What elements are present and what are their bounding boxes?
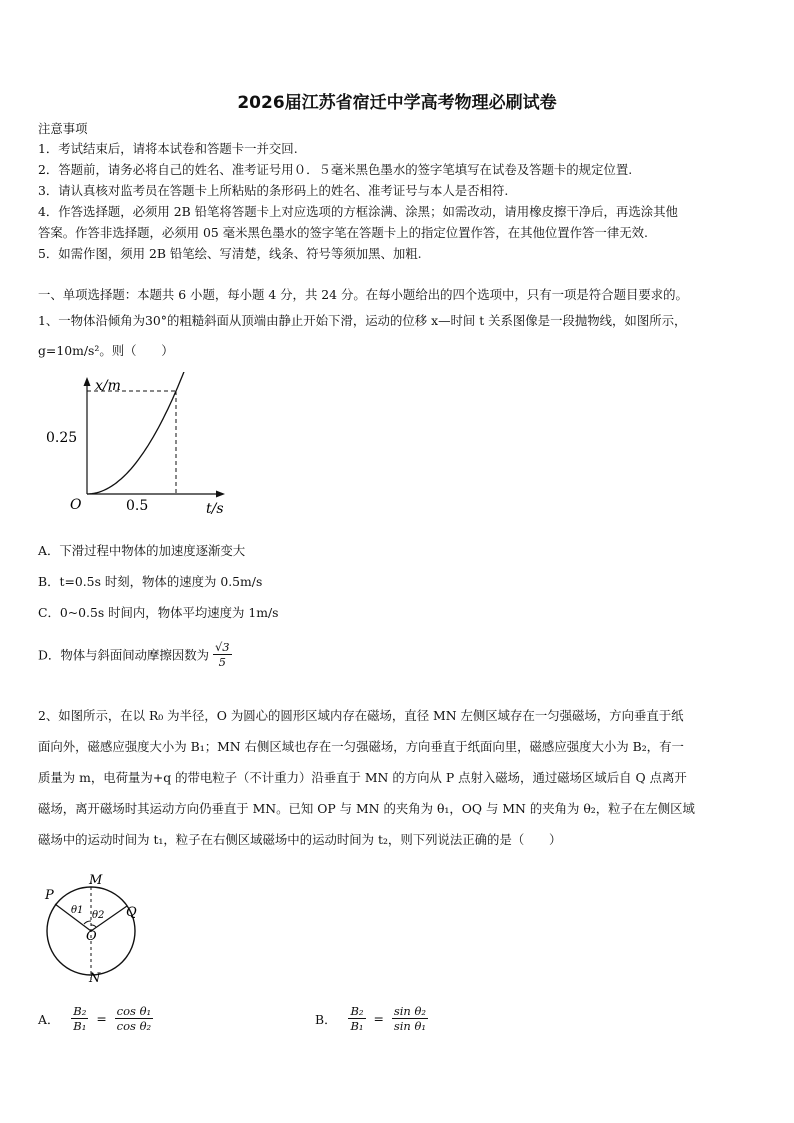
- fraction-denominator: sin θ₁: [393, 1019, 426, 1033]
- fraction-numerator: B₂: [350, 1004, 364, 1018]
- q1-option-a[interactable]: A．下滑过程中物体的加速度逐渐变大: [38, 543, 246, 558]
- q2-stem-line: 质量为 m，电荷量为+q 的带电粒子（不计重力）沿垂直于 MN 的方向从 P 点射入磁场，通过磁场区域后自 Q 点离开: [38, 770, 687, 785]
- angle-theta1-arc: [84, 921, 91, 924]
- q2-option-a-rhs: [115, 1004, 153, 1033]
- q1-option-c[interactable]: C．0~0.5s 时间内，物体平均速度为 1m/s: [38, 605, 279, 620]
- fraction-numerator: cos θ₁: [116, 1004, 152, 1018]
- q1-stem-line: 1、一物体沿倾角为30°的粗糙斜面从顶端由静止开始下滑，运动的位移 x—时间 t 关系图像是一段抛物线，如图所示，: [38, 313, 687, 328]
- q1-option-d[interactable]: [38, 640, 232, 669]
- notice-heading: 注意事项: [38, 121, 88, 136]
- fraction-denominator: cos θ₂: [116, 1019, 152, 1033]
- fraction-denominator: B₁: [73, 1019, 87, 1033]
- q1-option-d-fraction: [213, 640, 232, 669]
- fraction-numerator: B₂: [73, 1004, 87, 1018]
- q2-option-b-rhs: [392, 1004, 428, 1033]
- page-title: 2026届江苏省宿迁中学高考物理必刷试卷: [237, 93, 557, 113]
- q1-option-b[interactable]: B．t=0.5s 时刻，物体的速度为 0.5m/s: [38, 574, 263, 589]
- q1-option-d-text: D．物体与斜面间动摩擦因数为: [38, 647, 210, 663]
- q2-stem-line: 磁场中的运动时间为 t₁，粒子在右侧区域磁场中的运动时间为 t₂，则下列说法正确的是（ ）: [38, 832, 562, 847]
- label-theta1: θ1: [71, 905, 84, 916]
- label-n: N: [89, 971, 101, 986]
- fraction-denominator: 5: [218, 655, 226, 669]
- notice-item: 3．请认真核对监考员在答题卡上所粘贴的条形码上的姓名、准考证号与本人是否相符.: [38, 183, 509, 198]
- origin-label: O: [70, 497, 82, 513]
- q2-option-b[interactable]: [315, 1004, 428, 1033]
- q1-graph: [40, 372, 240, 522]
- angle-theta2-arc: [91, 925, 96, 927]
- fraction-numerator: sin θ₂: [393, 1004, 426, 1018]
- y-axis-label: x/m: [95, 378, 121, 394]
- label-o: O: [86, 929, 97, 944]
- label-m: M: [89, 873, 103, 888]
- notice-item: 5．如需作图，须用 2B 铅笔绘、写清楚，线条、符号等须加黑、加粗.: [38, 246, 422, 261]
- y-tick-label: 0.25: [46, 430, 78, 446]
- x-axis-label: t/s: [206, 501, 224, 517]
- section-heading: 一、单项选择题：本题共 6 小题，每小题 4 分，共 24 分。在每小题给出的四个选项中，只有一项是符合题目要求的。: [38, 287, 688, 302]
- equals-sign: =: [373, 1011, 384, 1026]
- q2-magnetic-field-diagram: [36, 868, 146, 986]
- x-tick-label: 0.5: [126, 498, 149, 514]
- q1-stem-line: g=10m/s²。则（ ）: [38, 343, 174, 358]
- label-p: P: [45, 888, 54, 903]
- q2-stem-line: 磁场，离开磁场时其运动方向仍垂直于 MN。已知 OP 与 MN 的夹角为 θ₁，OQ 与 MN 的夹角为 θ₂，粒子在左侧区域: [38, 801, 695, 816]
- fraction-denominator: B₁: [350, 1019, 364, 1033]
- q2-option-b-lhs: [348, 1004, 365, 1033]
- label-theta2: θ2: [92, 910, 105, 921]
- notice-item: 1．考试结束后，请将本试卷和答题卡一并交回.: [38, 141, 298, 156]
- q2-option-b-label: B．: [315, 1011, 337, 1027]
- q2-option-a-label: A．: [38, 1011, 60, 1027]
- fraction-numerator: √3: [214, 640, 230, 654]
- y-axis-arrow: [84, 377, 91, 386]
- notice-item: 2．答题前，请务必将自己的姓名、准考证号用０．５毫米黑色墨水的签字笔填写在试卷及答题卡的规定位置.: [38, 162, 633, 177]
- q2-stem-line: 2、如图所示，在以 R₀ 为半径，O 为圆心的圆形区域内存在磁场，直径 MN 左侧区域存在一匀强磁场，方向垂直于纸: [38, 708, 684, 723]
- notice-item: 4．作答选择题，必须用 2B 铅笔将答题卡上对应选项的方框涂满、涂黑；如需改动，请用橡皮擦干净后，再选涂其他: [38, 204, 678, 219]
- notice-item: 答案。作答非选择题，必须用 05 毫米黑色墨水的签字笔在答题卡上的指定位置作答，在其他位置作答一律无效.: [38, 225, 648, 240]
- q2-option-a-lhs: [71, 1004, 88, 1033]
- label-q: Q: [126, 905, 137, 920]
- q2-option-a[interactable]: [38, 1004, 153, 1033]
- equals-sign: =: [96, 1011, 107, 1026]
- x-axis-arrow: [216, 491, 225, 498]
- q2-stem-line: 面向外，磁感应强度大小为 B₁；MN 右侧区域也存在一匀强磁场，方向垂直于纸面向里，磁感应强度大小为 B₂，有一: [38, 739, 684, 754]
